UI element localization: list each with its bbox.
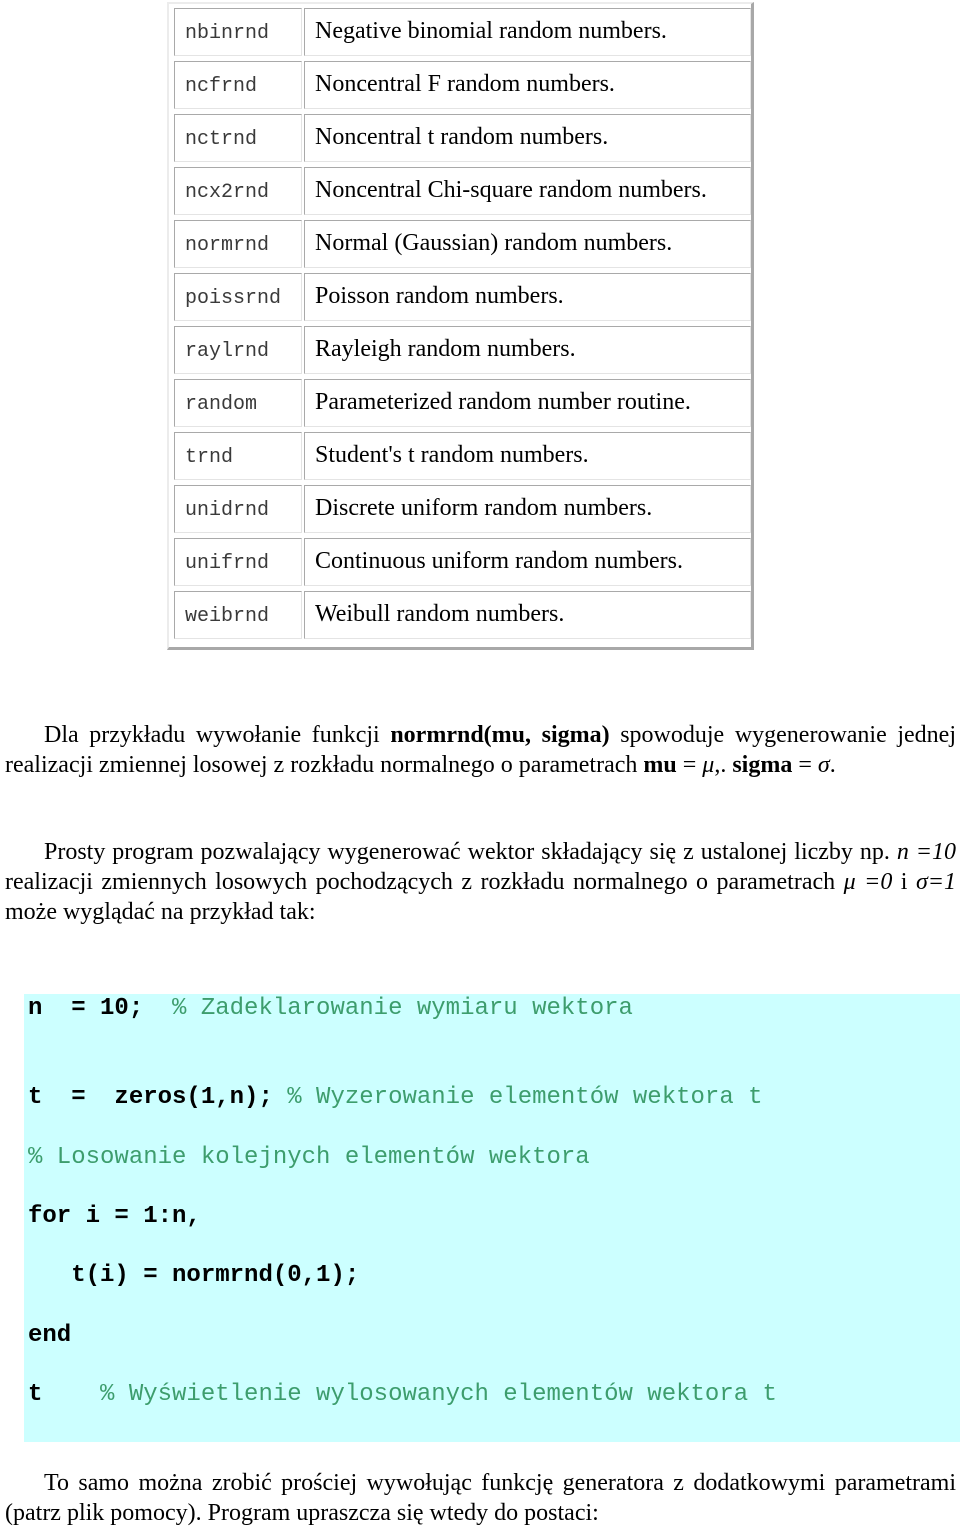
function-name: ncfrnd xyxy=(174,61,302,109)
table-row xyxy=(172,8,749,56)
function-description: Continuous uniform random numbers. xyxy=(304,538,751,586)
function-description: Parameterized random number routine. xyxy=(304,379,751,427)
code-comment: % Wyzerowanie elementów wektora t xyxy=(287,1084,763,1111)
function-name: raylrnd xyxy=(174,326,302,374)
paragraph-normrnd-example: Dla przykładu wywołanie funkcji normrnd(mu, sigma) spowoduje wygenerowanie jednej realizacji zmiennej losowej z rozkładu normalnego o parametrach mu = μ,. sigma = σ. xyxy=(5,722,956,778)
table-row xyxy=(172,591,749,639)
code-line: for i = 1:n, xyxy=(28,1203,201,1230)
code-comment: % Zadeklarowanie wymiaru wektora xyxy=(172,995,633,1022)
table-row xyxy=(172,61,749,109)
code-line: t = zeros(1,n); % Wyzerowanie elementów wektora t xyxy=(28,1084,763,1111)
function-description: Rayleigh random numbers. xyxy=(304,326,751,374)
table-row xyxy=(172,326,749,374)
function-name: nctrnd xyxy=(174,114,302,162)
code-line: t(i) = normrnd(0,1); xyxy=(28,1262,360,1289)
table-row xyxy=(172,114,749,162)
code-comment: % Wyświetlenie wylosowanych elementów wektora t xyxy=(100,1381,777,1408)
paragraph-program-intro: Prosty program pozwalający wygenerować wektor składający się z ustalonej liczby np. n =10 realizacji zmiennych losowych pochodzących z rozkładu normalnego o parametrach μ =0 i σ=1 może wyglądać na przykład tak: xyxy=(5,839,956,925)
table-row xyxy=(172,485,749,533)
table-row xyxy=(172,432,749,480)
inline-code: normrnd(mu, sigma) xyxy=(390,722,610,748)
function-description: Discrete uniform random numbers. xyxy=(304,485,751,533)
function-name: random xyxy=(174,379,302,427)
function-description: Noncentral F random numbers. xyxy=(304,61,751,109)
paragraph-simpler-version: To samo można zrobić prościej wywołując funkcję generatora z dodatkowymi parametrami (patrz plik pomocy). Program upraszcza się wtedy do postaci: xyxy=(5,1470,956,1526)
function-table xyxy=(167,2,754,650)
function-description: Student's t random numbers. xyxy=(304,432,751,480)
function-name: ncx2rnd xyxy=(174,167,302,215)
table-row xyxy=(172,273,749,321)
function-name: normrnd xyxy=(174,220,302,268)
function-name: unidrnd xyxy=(174,485,302,533)
code-line xyxy=(28,1143,590,1173)
function-name: nbinrnd xyxy=(174,8,302,56)
code-line: end xyxy=(28,1322,72,1349)
code-block xyxy=(24,994,960,1442)
function-description: Negative binomial random numbers. xyxy=(304,8,751,56)
code-comment: % Losowanie kolejnych elementów wektora xyxy=(28,1144,590,1171)
function-name: unifrnd xyxy=(174,538,302,586)
code-line: n = 10; % Zadeklarowanie wymiaru wektora xyxy=(28,995,633,1022)
function-name: weibrnd xyxy=(174,591,302,639)
table-row xyxy=(172,538,749,586)
table-row xyxy=(172,220,749,268)
function-name: poissrnd xyxy=(174,273,302,321)
function-name: trnd xyxy=(174,432,302,480)
table-row xyxy=(172,379,749,427)
table-row xyxy=(172,167,749,215)
function-description: Noncentral Chi-square random numbers. xyxy=(304,167,751,215)
function-description: Weibull random numbers. xyxy=(304,591,751,639)
function-description: Poisson random numbers. xyxy=(304,273,751,321)
function-description: Normal (Gaussian) random numbers. xyxy=(304,220,751,268)
function-description: Noncentral t random numbers. xyxy=(304,114,751,162)
code-line: t % Wyświetlenie wylosowanych elementów wektora t xyxy=(28,1381,777,1408)
